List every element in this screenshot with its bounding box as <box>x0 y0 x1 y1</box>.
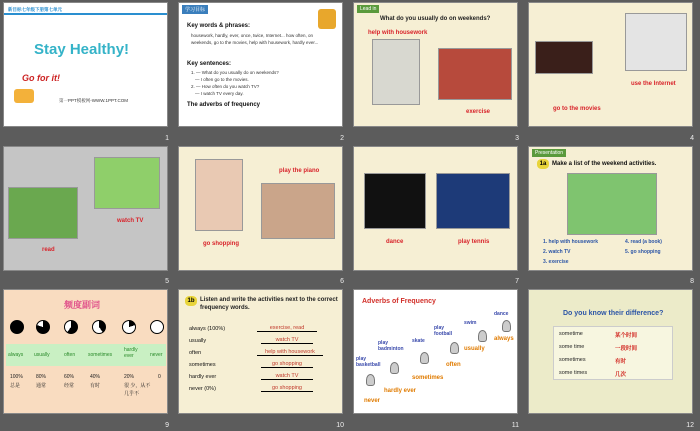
adv-hardly-ever: hardly ever <box>384 388 417 395</box>
act-badminton: play badminton <box>378 340 404 353</box>
slide-3-question: What do you usually do on weekends? <box>380 16 491 22</box>
slide-7-label-tennis: play tennis <box>458 238 490 245</box>
answer-sometimes: go shopping <box>261 361 313 368</box>
answer-often: help with housework <box>257 349 323 356</box>
housework-photo <box>372 39 420 105</box>
act-basketball: play basketball <box>356 356 381 369</box>
slide-4-label-internet: use the Internet <box>631 81 676 87</box>
item-some-times: some times <box>559 370 588 377</box>
cn-always: 总是 <box>10 383 21 390</box>
slide-number-7: 7 <box>515 278 519 286</box>
slide-thumbnail-1[interactable] <box>0 0 175 144</box>
pct-60: 60% <box>64 374 75 381</box>
cn-some-time: 一段时间 <box>615 346 638 353</box>
slide-2-adv: The adverbs of frequency <box>187 102 261 108</box>
pie-0-icon <box>150 320 164 334</box>
slide-number-5: 5 <box>165 278 169 286</box>
slide-thumbnail-6[interactable] <box>175 144 350 288</box>
pct-40: 40% <box>90 374 101 381</box>
freq-never: never <box>150 352 163 359</box>
slide-number-10: 10 <box>336 421 344 429</box>
slide-thumbnail-2[interactable] <box>175 0 350 144</box>
slide-8-item-4: 4. read (a book) <box>625 238 662 245</box>
cn-often: 经常 <box>64 383 75 390</box>
internet-photo <box>625 13 687 71</box>
slide-2-ks1: 1. — What do you usually do on weekends? <box>191 70 279 75</box>
slide-number-11: 11 <box>511 421 519 429</box>
slide-2-kw-title: Key words & phrases: <box>187 23 251 29</box>
shopping-photo <box>195 159 243 231</box>
row-often: often <box>189 350 202 357</box>
slide-8-item-2: 2. watch TV <box>543 248 571 255</box>
dance-photo <box>364 173 426 229</box>
slide-8-tag: Presentation <box>532 149 566 157</box>
slide-2-kw-text: housework, hardly, ever, once, twice, Internet... how often, on weekends, go to the movies, help with housework, hardly ever... <box>191 33 319 45</box>
act-football: play football <box>434 325 453 338</box>
slide-1-header: 新目标七年级下册第七单元 <box>8 7 62 12</box>
slide-10[interactable] <box>178 289 343 414</box>
slide-1-footer: 第一PPT模板网-WWW.1PPT.COM <box>59 98 128 103</box>
answer-hardly-ever: watch TV <box>261 373 313 380</box>
cn-sometimes: 有时 <box>90 383 101 390</box>
slide-8-item-3: 3. exercise <box>543 258 569 265</box>
answer-always: exercise, read <box>257 325 317 332</box>
act-swim: swim <box>464 320 477 327</box>
badge-1b: 1b <box>185 296 197 306</box>
slide-6-label-shopping: go shopping <box>203 240 239 247</box>
pct-0: 0 <box>158 374 161 381</box>
slide-3-label-exercise: exercise <box>466 109 491 115</box>
pie-80-icon <box>36 320 50 334</box>
slide-1-logo: Go for it! <box>22 73 60 83</box>
slide-8-item-5: 5. go shopping <box>625 248 661 255</box>
slide-number-12: 12 <box>686 421 694 429</box>
slide-9-title: 频度副词 <box>64 300 101 311</box>
slide-3-label-housework: help with housework <box>368 30 428 36</box>
slide-2-ks3: 2. — How often do you watch TV? <box>191 84 260 89</box>
slide-12[interactable] <box>528 289 693 414</box>
pct-100: 100% <box>10 374 23 381</box>
swim-figure-icon <box>478 330 487 342</box>
slide-2-ks-title: Key sentences: <box>187 61 232 67</box>
answer-never: go shopping <box>261 385 313 392</box>
slide-8-item-1: 1. help with housework <box>543 238 599 245</box>
adv-always: always <box>494 336 514 343</box>
slide-2-ks2: — I often go to the movies. <box>195 77 249 82</box>
row-always: always (100%) <box>189 326 226 333</box>
slide-9[interactable] <box>3 289 168 414</box>
slide-number-8: 8 <box>690 278 694 286</box>
slide-11[interactable] <box>353 289 518 414</box>
cn-hardly-ever: 几乎不 <box>124 391 140 398</box>
badge-1a: 1a <box>537 159 549 169</box>
slide-number-1: 1 <box>165 134 169 142</box>
slide-12-question: Do you know their difference? <box>563 310 664 318</box>
trophy-icon <box>318 9 336 29</box>
slide-number-3: 3 <box>515 134 519 142</box>
slide-thumbnail-4[interactable] <box>525 0 700 144</box>
read-photo <box>8 187 78 239</box>
adv-sometimes: sometimes <box>412 375 444 382</box>
cn-never: 很 少，从不 <box>124 383 151 390</box>
slide-1-title: Stay Healthy! <box>34 41 130 58</box>
item-sometimes: sometimes <box>559 357 586 364</box>
weekend-activities-picture <box>567 173 657 235</box>
item-sometime: sometime <box>559 331 583 338</box>
slide-6-label-piano: play the piano <box>279 167 320 174</box>
slide-7[interactable] <box>353 146 518 271</box>
freq-sometimes: sometimes <box>88 352 113 359</box>
tennis-photo <box>436 173 510 229</box>
slide-7-label-dance: dance <box>386 238 404 245</box>
pct-20: 20% <box>124 374 135 381</box>
book-icon <box>14 89 34 103</box>
slide-11-title: Adverbs of Frequency <box>362 298 436 306</box>
freq-often: often <box>64 352 76 359</box>
slide-8[interactable] <box>528 146 693 271</box>
slide-thumbnail-8[interactable] <box>525 144 700 288</box>
exercise-photo <box>438 48 512 100</box>
pie-20-icon <box>122 320 136 334</box>
pie-40-icon <box>92 320 106 334</box>
slide-thumbnail-10[interactable] <box>175 287 350 431</box>
movies-photo <box>535 41 593 74</box>
slide-6[interactable] <box>178 146 343 271</box>
row-hardly-ever: hardly ever <box>189 374 217 381</box>
row-usually: usually <box>189 338 207 345</box>
freq-hardly-ever: hardly ever <box>124 347 138 360</box>
freq-usually: usually <box>34 352 50 359</box>
freq-always: always <box>8 352 24 359</box>
pie-100-icon <box>10 320 24 334</box>
basketball-figure-icon <box>366 374 375 386</box>
slide-5-label-tv: watch TV <box>117 217 144 224</box>
answer-usually: watch TV <box>261 337 313 344</box>
slide-number-2: 2 <box>340 134 344 142</box>
slide-number-4: 4 <box>690 134 694 142</box>
dance-figure-icon <box>502 320 511 332</box>
slide-thumbnail-11[interactable] <box>350 287 525 431</box>
slide-2-tag: 学习目标 <box>182 5 208 14</box>
pct-80: 80% <box>36 374 47 381</box>
slide-8-instruction: Make a list of the weekend activities. <box>552 160 657 167</box>
slide-5-label-read: read <box>42 246 55 253</box>
slide-4[interactable] <box>528 2 693 127</box>
slide-3-tag: Lead in <box>357 5 379 13</box>
slide-number-6: 6 <box>340 278 344 286</box>
slide-1[interactable] <box>3 2 168 127</box>
adv-often: often <box>446 362 461 369</box>
slide-4-label-movies: go to the movies <box>553 106 601 112</box>
adv-usually: usually <box>464 346 485 353</box>
act-dance: dance <box>494 311 509 318</box>
cn-usually: 通常 <box>36 383 47 390</box>
cn-some-times: 几次 <box>615 372 627 379</box>
item-some-time: some time <box>559 344 585 351</box>
slide-number-9: 9 <box>165 421 169 429</box>
slide-thumbnail-5[interactable] <box>0 144 175 288</box>
slide-thumbnail-3[interactable] <box>350 0 525 144</box>
pie-60-icon <box>64 320 78 334</box>
adv-never: never <box>364 398 381 405</box>
badminton-figure-icon <box>390 362 399 374</box>
row-sometimes: sometimes <box>189 362 216 369</box>
slide-thumbnail-7[interactable] <box>350 144 525 288</box>
row-never: never (0%) <box>189 386 216 393</box>
act-skate: skate <box>412 338 425 345</box>
watch-tv-photo <box>94 157 160 209</box>
cn-sometime: 某个时间 <box>615 333 638 340</box>
piano-photo <box>261 183 335 239</box>
slide-10-instruction: Listen and write the activities next to the correct frequency words. <box>200 297 338 312</box>
slide-2[interactable] <box>178 2 343 127</box>
skate-figure-icon <box>420 352 429 364</box>
slide-5[interactable] <box>3 146 168 271</box>
cn-sometimes: 有时 <box>615 359 627 366</box>
slide-3[interactable] <box>353 2 518 127</box>
football-figure-icon <box>450 342 459 354</box>
slide-thumbnail-9[interactable] <box>0 287 175 431</box>
slide-thumbnail-12[interactable] <box>525 287 700 431</box>
slide-2-ks4: — I watch TV every day. <box>195 91 244 96</box>
